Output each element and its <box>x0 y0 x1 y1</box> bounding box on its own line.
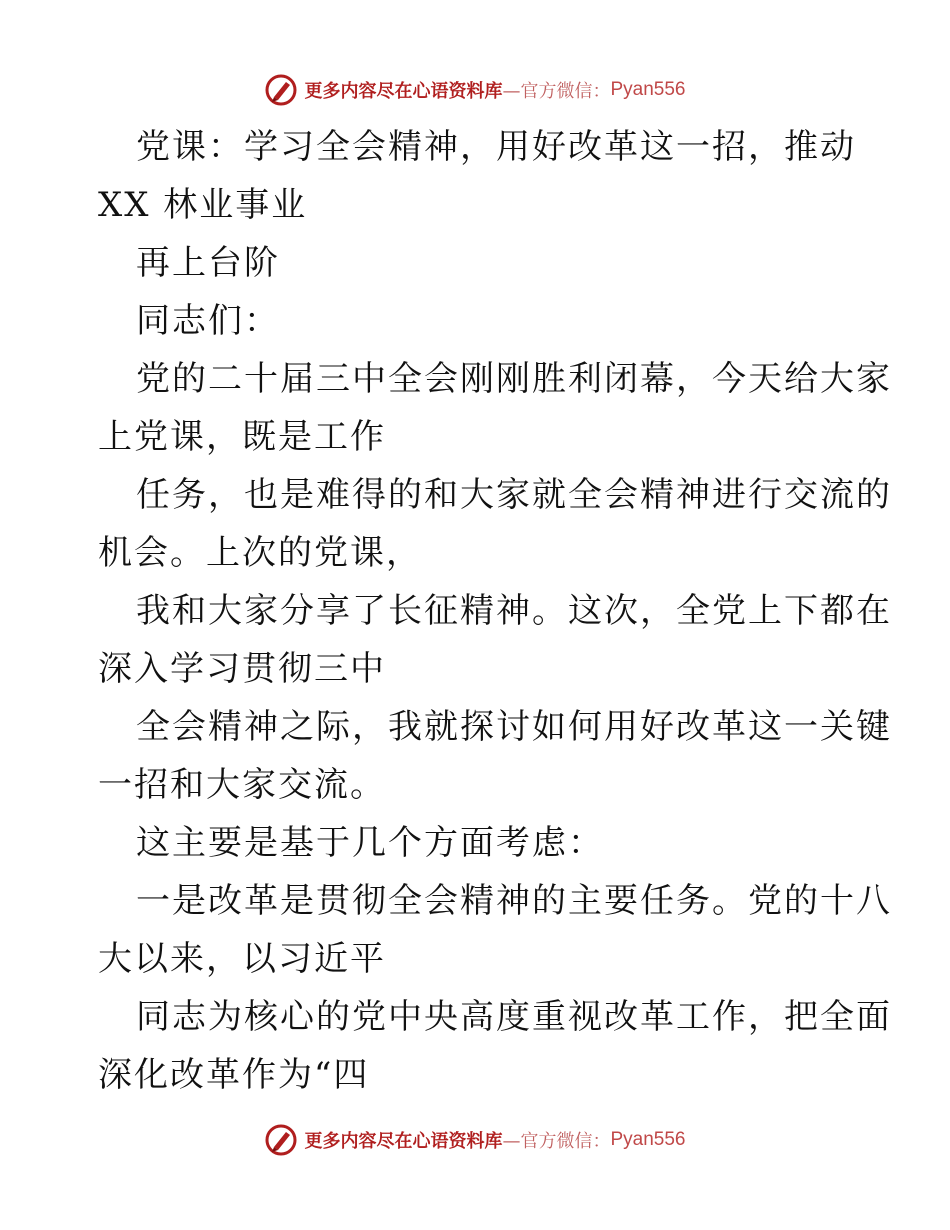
text-line: 同志们： <box>136 301 280 341</box>
text-line: 深入学习贯彻三中 <box>98 649 386 689</box>
document-body <box>98 118 892 1104</box>
text-line: 这主要是基于几个方面考虑： <box>136 823 604 863</box>
banner-separator: —官方微信： <box>502 1131 611 1152</box>
text-line: 一招和大家交流。 <box>98 765 386 805</box>
text-line: 全会精神之际，我就探讨如何用好改革这一关键 <box>136 707 892 747</box>
banner-wechat-id: Pyan556 <box>610 1129 686 1150</box>
header-watermark-banner <box>0 70 950 110</box>
text-line: 我和大家分享了长征精神。这次，全党上下都在 <box>136 591 892 631</box>
banner-wechat-id: Pyan556 <box>610 79 686 100</box>
text-line: 大以来，以习近平 <box>98 939 386 979</box>
text-line: 再上台阶 <box>136 243 280 283</box>
text-line: 机会。上次的党课， <box>98 533 422 573</box>
text-line: 一是改革是贯彻全会精神的主要任务。党的十八 <box>136 881 892 921</box>
text-line: 深化改革作为“四 <box>98 1055 370 1095</box>
pen-logo-icon <box>264 73 298 107</box>
footer-watermark-banner <box>0 1120 950 1160</box>
text-line: 上党课，既是工作 <box>98 417 386 457</box>
text-line: 同志为核心的党中央高度重视改革工作，把全面 <box>136 997 892 1037</box>
pen-logo-icon <box>264 1123 298 1157</box>
banner-separator: —官方微信： <box>502 81 611 102</box>
text-line: XX 林业事业 <box>98 185 308 225</box>
text-line: 党课：学习全会精神，用好改革这一招，推动 <box>136 127 856 167</box>
text-line: 任务，也是难得的和大家就全会精神进行交流的 <box>136 475 892 515</box>
banner-text: 更多内容尽在心语资料库 <box>304 81 503 102</box>
banner-text: 更多内容尽在心语资料库 <box>304 1131 503 1152</box>
text-line: 党的二十届三中全会刚刚胜利闭幕，今天给大家 <box>136 359 892 399</box>
